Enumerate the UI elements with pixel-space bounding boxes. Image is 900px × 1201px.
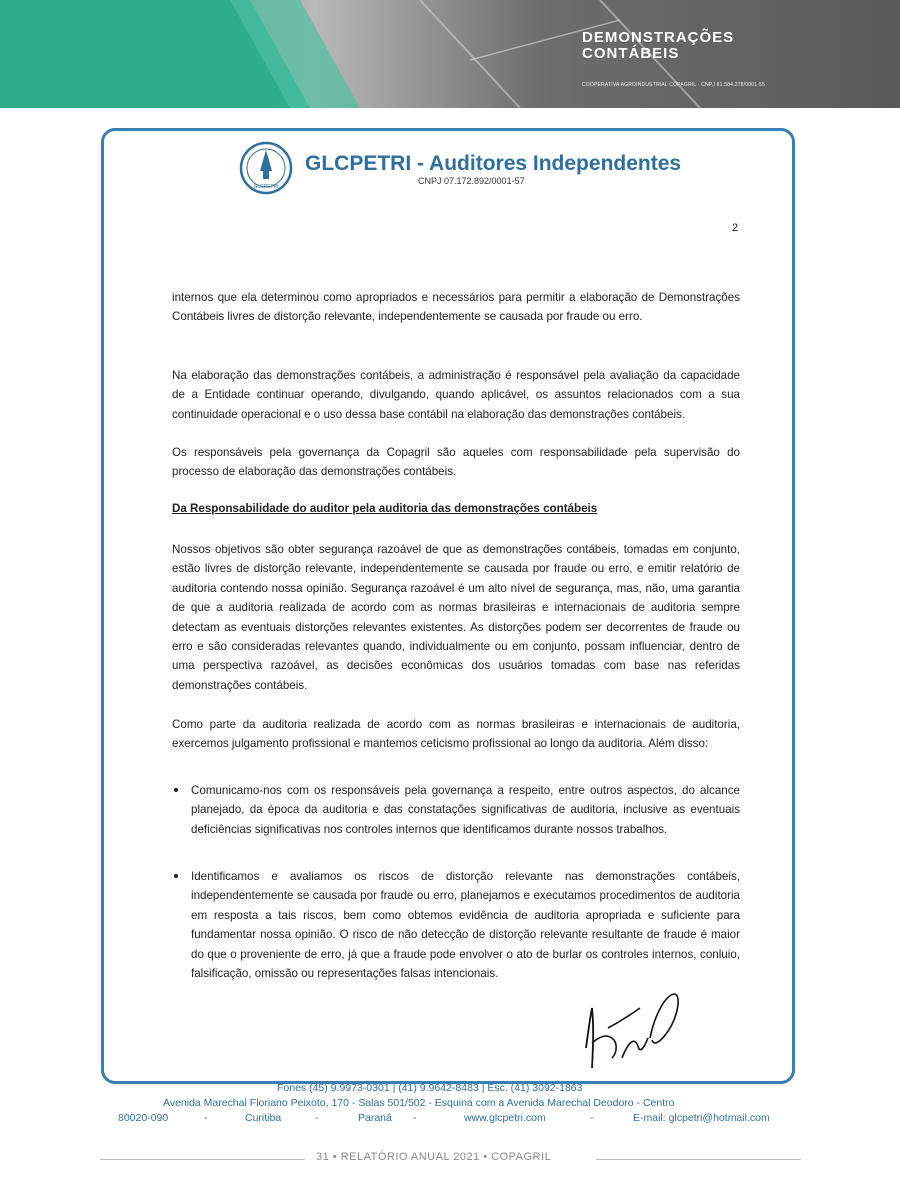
- paragraph-4: Nossos objetivos são obter segurança razoável de que as demonstrações contábeis, tomadas em conjunto, estão livres de distorção relevante, independentemente se causada por fraude ou erro, e emitir relatório de auditoria contendo nossa opinião. Segurança razoável é um alto nível de segurança, mas, não, uma garantia de que a auditoria realizada de acordo com as normas brasileiras e internacionais de auditoria sempre detectam as eventuais distorções relevantes existentes. As distorções podem ser decorrentes de fraude ou erro e são consideradas relevantes quando, individualmente ou em conjunto, possam influenciar, dentro de uma perspectiva razoável, as decisões econômicas dos usuários tomadas com base nas referidas demonstrações contábeis.: [172, 543, 740, 692]
- bullet-text: Identificamos e avaliamos os riscos de distorção relevante nas demonstrações contábeis, independentemente se causada por fraude ou erro, planejamos e executamos procedimentos de auditoria em resposta a tais riscos, bem como obtemos evidência de auditoria apropriada e suficiente para fundamentar nossa opinião. O risco de não detecção de distorção relevante resultante de fraude é maior do que o proveniente de erro, já que a fraude pode envolver o ato de burlar os controles internos, conluio, falsificação, omissão ou representações falsas intencionais.: [191, 870, 740, 981]
- footer-divider-left: [100, 1159, 305, 1160]
- section-title: DEMONSTRAÇÕES CONTÁBEIS: [582, 29, 735, 62]
- firm-name: GLCPETRI - Auditores Independentes: [305, 152, 682, 175]
- footer-email[interactable]: E-mail: glcpetri@hotmail.com: [633, 1112, 770, 1124]
- footer-separator: -: [590, 1112, 594, 1124]
- bullet-icon: [174, 874, 178, 878]
- footer-website[interactable]: www.glcpetri.com: [464, 1112, 546, 1124]
- footer-state: Paraná: [358, 1112, 392, 1124]
- paragraph-3: Os responsáveis pela governança da Copagril são aqueles com responsabilidade pela supervisão do processo de elaboração das demonstrações contábeis.: [172, 446, 740, 479]
- firm-cnpj: CNPJ 07.172.892/0001-57: [418, 176, 525, 186]
- paragraph-1: internos que ela determinou como apropriados e necessários para permitir a elaboração de Demonstrações Contábeis livres de distorção relevante, independentemente se causada por fraude ou erro.: [172, 291, 740, 324]
- footer-separator: -: [315, 1112, 319, 1124]
- section-subtitle: COOPERATIVA AGROINDUSTRIAL COPAGRIL · CNPJ 81.584.278/0001-55: [582, 82, 766, 88]
- footer-cep: 80020-090: [118, 1112, 169, 1124]
- bullet-text: Comunicamo-nos com os responsáveis pela governança a respeito, entre outros aspectos, do alcance planejado, da época da auditoria e das constatações significativas de auditoria, inclusive as eventuais deficiências significativas nos controles internos que identificamos durante nossos trabalhos.: [191, 784, 740, 836]
- glcpetri-logo: [239, 141, 293, 195]
- footer-address: Avenida Marechal Floriano Peixoto, 170 - Salas 501/502 - Esquina com a Avenida Marechal Deodoro - Centro: [163, 1097, 675, 1109]
- header-banner: [0, 0, 900, 108]
- footer-separator: -: [204, 1112, 208, 1124]
- footer-divider-right: [596, 1159, 801, 1160]
- svg-text:GLCPETRI: GLCPETRI: [253, 184, 279, 190]
- footer-phones: Fones (45) 9.9973-0301 | (41) 9.9642-8483 | Esc. (41) 3092-1863: [277, 1082, 583, 1094]
- footer-city: Curitiba: [245, 1112, 282, 1124]
- page-footer: 31 • RELATÓRIO ANUAL 2021 • COPAGRIL: [316, 1151, 552, 1163]
- handwritten-signature: [578, 988, 688, 1074]
- letter-page-number: 2: [732, 222, 739, 234]
- header-decoration: [0, 0, 900, 108]
- footer-separator: -: [413, 1112, 417, 1124]
- paragraph-2: Na elaboração das demonstrações contábeis, a administração é responsável pela avaliação da capacidade de a Entidade continuar operando, divulgando, quando aplicável, os assuntos relacionados com a sua continuidade operacional e o uso dessa base contábil na elaboração das demonstrações contábeis.: [172, 369, 740, 421]
- section-heading: Da Responsabilidade do auditor pela auditoria das demonstrações contábeis: [172, 502, 598, 515]
- bullet-icon: [174, 788, 178, 792]
- paragraph-5: Como parte da auditoria realizada de acordo com as normas brasileiras e internacionais de auditoria, exercemos julgamento profissional e mantemos ceticismo profissional ao longo da auditoria. Além disso:: [172, 718, 740, 751]
